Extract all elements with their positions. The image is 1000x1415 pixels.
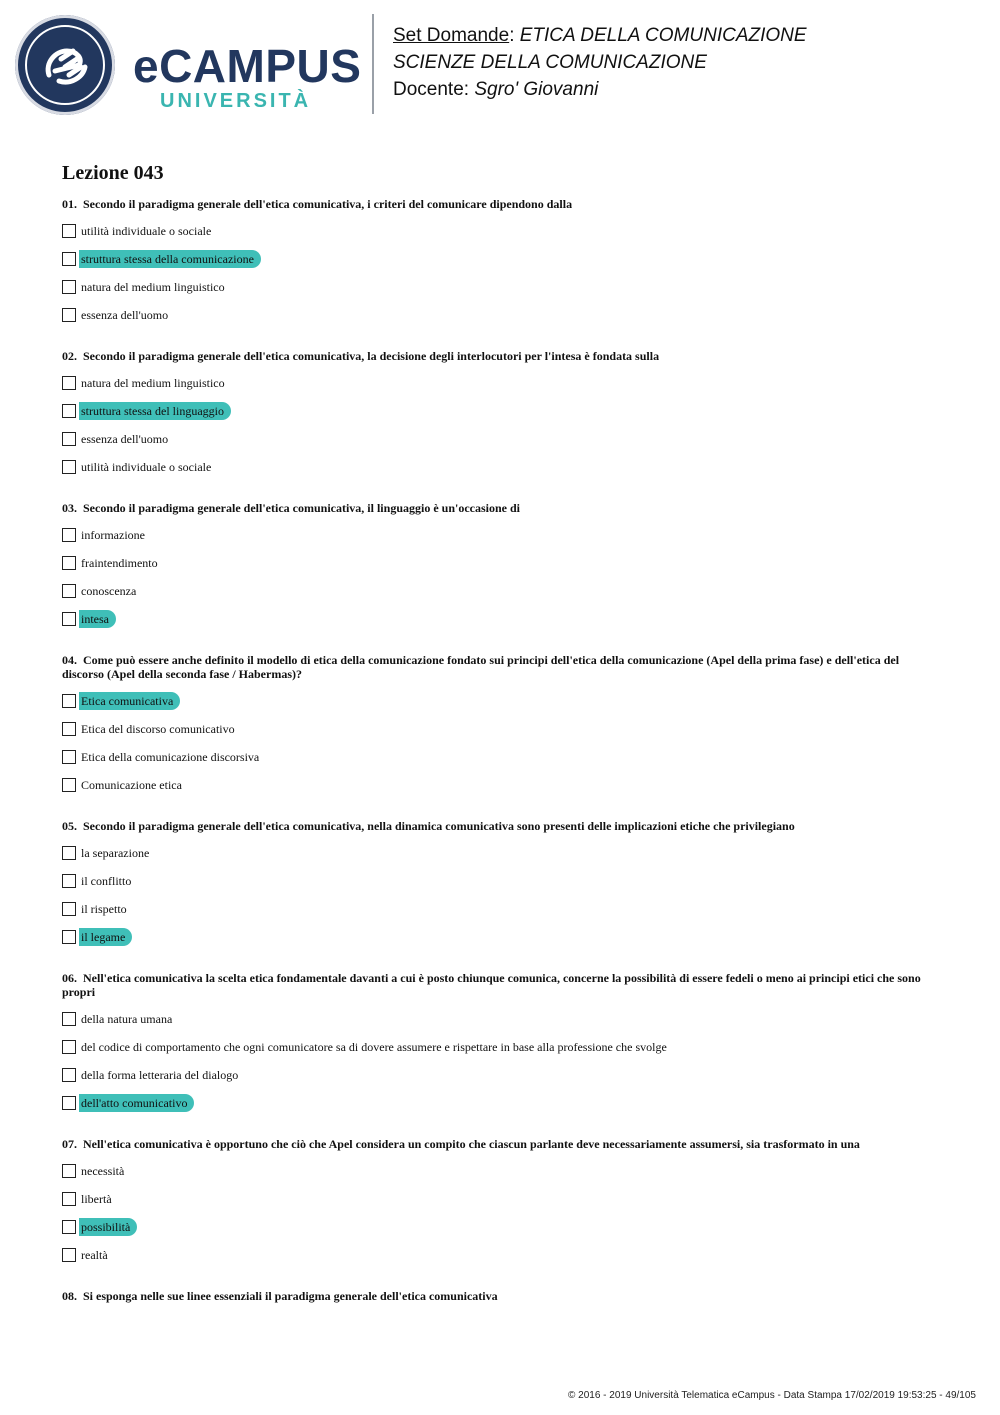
header-divider	[372, 14, 374, 114]
answer-label: del codice di comportamento che ogni comunicatore sa di dovere assumere e rispettare in base alla professione che svolge	[81, 1039, 667, 1054]
answer-checkbox[interactable]	[62, 846, 76, 860]
ecampus-logo	[15, 15, 360, 120]
answer-checkbox[interactable]	[62, 930, 76, 944]
answer-checkbox[interactable]	[62, 376, 76, 390]
answer-label-highlighted: struttura stessa della comunicazione	[79, 250, 261, 268]
answer-option[interactable]	[62, 719, 942, 738]
teacher-label: Docente:	[393, 79, 470, 100]
answer-option-correct[interactable]	[62, 927, 942, 946]
answer-option[interactable]	[62, 747, 942, 766]
answer-label-highlighted: il legame	[79, 928, 132, 946]
answer-label-highlighted: struttura stessa del linguaggio	[79, 402, 231, 420]
answer-checkbox[interactable]	[62, 584, 76, 598]
course-name: SCIENZE DELLA COMUNICAZIONE	[393, 52, 707, 73]
question-text: 04. Come può essere anche definito il modello di etica della comunicazione fondato sui principi dell'etica della comunicazione (Apel della prima fase) e dell'etica del discorso (Apel della seconda fase / Habermas)?	[62, 653, 900, 681]
question-text: 06. Nell'etica comunicativa la scelta etica fondamentale davanti a cui è posto chiunque comunica, concerne la possibilità di essere fedeli o meno ai principi etici che sono propri	[62, 971, 921, 999]
answer-label: fraintendimento	[81, 555, 158, 570]
answer-label: utilità individuale o sociale	[81, 459, 212, 474]
answer-option[interactable]	[62, 1189, 942, 1208]
question-02	[62, 349, 942, 476]
answer-checkbox[interactable]	[62, 1012, 76, 1026]
answer-option-correct[interactable]	[62, 1217, 942, 1236]
header-info	[393, 22, 807, 103]
questions-content	[62, 160, 942, 1313]
answer-label: la separazione	[81, 845, 150, 860]
answer-checkbox[interactable]	[62, 750, 76, 764]
answer-checkbox[interactable]	[62, 528, 76, 542]
question-text: 07. Nell'etica comunicativa è opportuno che ciò che Apel considera un compito che ciascun parlante deve necessariamente assumersi, sia trasformato in una	[62, 1137, 860, 1151]
question-06	[62, 971, 942, 1112]
answer-checkbox[interactable]	[62, 432, 76, 446]
logo-wordmark: eCAMPUS	[133, 40, 362, 92]
page-header	[0, 0, 1000, 130]
teacher-line	[393, 76, 807, 103]
answer-option[interactable]	[62, 775, 942, 794]
answer-checkbox[interactable]	[62, 1164, 76, 1178]
question-08	[62, 1289, 942, 1303]
answer-checkbox[interactable]	[62, 1248, 76, 1262]
answer-label: libertà	[81, 1191, 112, 1206]
answer-label-highlighted: dell'atto comunicativo	[79, 1094, 194, 1112]
answer-label-highlighted: intesa	[79, 610, 116, 628]
answer-option[interactable]	[62, 373, 942, 392]
answer-option[interactable]	[62, 1037, 942, 1056]
logo-subtitle: UNIVERSITÀ	[160, 90, 312, 112]
answer-option-correct[interactable]	[62, 401, 942, 420]
question-text: 03. Secondo il paradigma generale dell'etica comunicativa, il linguaggio è un'occasione di	[62, 501, 520, 515]
answer-checkbox[interactable]	[62, 902, 76, 916]
answer-label: Comunicazione etica	[81, 777, 182, 792]
answer-option[interactable]	[62, 871, 942, 890]
answer-checkbox[interactable]	[62, 308, 76, 322]
answer-checkbox[interactable]	[62, 1096, 76, 1110]
answer-option[interactable]	[62, 843, 942, 862]
answer-label: il rispetto	[81, 901, 127, 916]
ecampus-emblem-icon	[15, 15, 115, 115]
answer-label: Etica della comunicazione discorsiva	[81, 749, 260, 764]
question-03	[62, 501, 942, 628]
question-text: 02. Secondo il paradigma generale dell'etica comunicativa, la decisione degli interlocutori per l'intesa è fondata sulla	[62, 349, 660, 363]
answer-label: essenza dell'uomo	[81, 307, 169, 322]
answer-label: della natura umana	[81, 1011, 173, 1026]
answer-option-correct[interactable]	[62, 249, 942, 268]
answer-label: natura del medium linguistico	[81, 279, 225, 294]
answer-checkbox[interactable]	[62, 722, 76, 736]
question-text: 05. Secondo il paradigma generale dell'etica comunicativa, nella dinamica comunicativa sono presenti delle implicazioni etiche che privilegiano	[62, 819, 795, 833]
answer-label: conoscenza	[81, 583, 137, 598]
answer-option[interactable]	[62, 1245, 942, 1264]
answer-checkbox[interactable]	[62, 556, 76, 570]
page-footer: © 2016 - 2019 Università Telematica eCampus - Data Stampa 17/02/2019 19:53:25 - 49/105	[568, 1390, 976, 1401]
answer-option[interactable]	[62, 553, 942, 572]
set-line: Set Domande: ETICA DELLA COMUNICAZIONE	[393, 25, 807, 46]
answer-checkbox[interactable]	[62, 460, 76, 474]
answer-label: realtà	[81, 1247, 108, 1262]
answer-label: il conflitto	[81, 873, 132, 888]
answer-checkbox[interactable]	[62, 1220, 76, 1234]
set-label: Set Domande	[393, 25, 510, 46]
answer-option[interactable]	[62, 525, 942, 544]
answer-label: della forma letteraria del dialogo	[81, 1067, 239, 1082]
answer-checkbox[interactable]	[62, 252, 76, 266]
question-text: 08. Si esponga nelle sue linee essenziali il paradigma generale dell'etica comunicativa	[62, 1289, 498, 1303]
lesson-title: Lezione 043	[62, 162, 164, 184]
question-04	[62, 653, 942, 794]
answer-option-correct[interactable]	[62, 1093, 942, 1112]
answer-option-correct[interactable]	[62, 609, 942, 628]
answer-option[interactable]	[62, 1065, 942, 1084]
answer-label: informazione	[81, 527, 145, 542]
answer-option[interactable]	[62, 1009, 942, 1028]
question-text: 01. Secondo il paradigma generale dell'etica comunicativa, i criteri del comunicare dipendono dalla	[62, 197, 573, 211]
set-value: ETICA DELLA COMUNICAZIONE	[519, 25, 807, 46]
answer-option[interactable]	[62, 305, 942, 324]
answer-option[interactable]	[62, 581, 942, 600]
answer-label: Etica del discorso comunicativo	[81, 721, 235, 736]
answer-label: natura del medium linguistico	[81, 375, 225, 390]
answer-checkbox[interactable]	[62, 778, 76, 792]
answer-label: utilità individuale o sociale	[81, 223, 212, 238]
answer-option[interactable]	[62, 899, 942, 918]
answer-label: essenza dell'uomo	[81, 431, 169, 446]
answer-label: necessità	[81, 1163, 125, 1178]
answer-label-highlighted: possibilità	[79, 1218, 137, 1236]
answer-checkbox[interactable]	[62, 694, 76, 708]
answer-checkbox[interactable]	[62, 1068, 76, 1082]
answer-checkbox[interactable]	[62, 404, 76, 418]
teacher-name: Sgro' Giovanni	[474, 79, 599, 100]
answer-checkbox[interactable]	[62, 280, 76, 294]
answer-option[interactable]	[62, 221, 942, 240]
answer-checkbox[interactable]	[62, 1040, 76, 1054]
question-07	[62, 1137, 942, 1264]
answer-option[interactable]	[62, 429, 942, 448]
answer-label-highlighted: Etica comunicativa	[79, 692, 180, 710]
answer-checkbox[interactable]	[62, 612, 76, 626]
answer-checkbox[interactable]	[62, 224, 76, 238]
answer-checkbox[interactable]	[62, 1192, 76, 1206]
answer-option[interactable]	[62, 1161, 942, 1180]
answer-option[interactable]	[62, 277, 942, 296]
answer-option[interactable]	[62, 457, 942, 476]
question-01	[62, 197, 942, 324]
question-05	[62, 819, 942, 946]
answer-option-correct[interactable]	[62, 691, 942, 710]
answer-checkbox[interactable]	[62, 874, 76, 888]
